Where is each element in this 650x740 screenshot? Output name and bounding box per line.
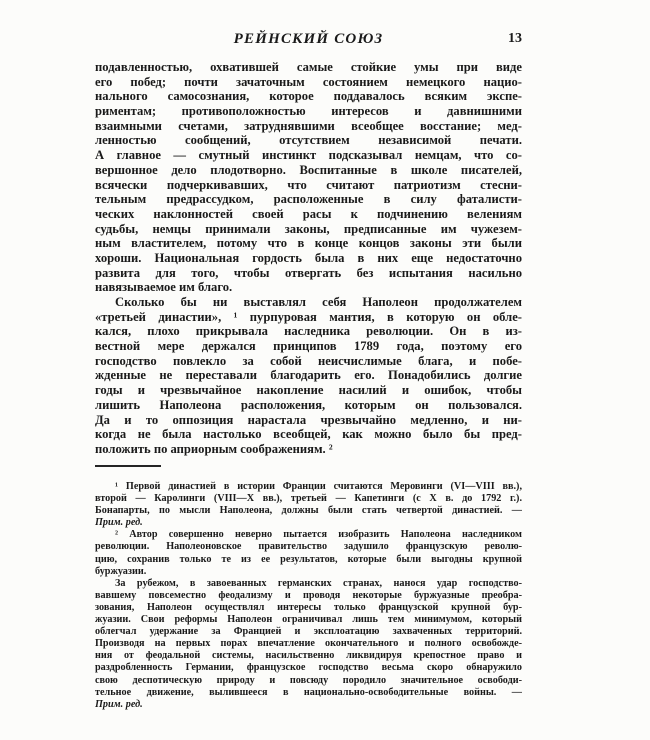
text-line: За рубежом, в завоеванных германских странах, нанося удар господство- <box>115 577 522 589</box>
text-line: буржуазии. <box>95 565 147 577</box>
text-line: вавшему повсеместно феодализму и проводя некоторые буржуазные преобра- <box>95 589 522 601</box>
text-line: всячески подчеркивавших, что считают патриотизм стесни- <box>95 177 522 192</box>
page-header <box>95 31 522 51</box>
text-line: годы и чрезвычайное накопление насилий и ошибок, чтобы <box>95 383 522 398</box>
text-line: вестной мере держался принципов 1789 года, поэтому его <box>95 339 522 354</box>
text-line: нального самосознания, которое поддавалось всяким экспе- <box>95 89 522 104</box>
text-line: Да и то оппозиция нарастала чрезвычайно медленно, и ни- <box>95 412 522 427</box>
text-line: ния от феодальной системы, насильственно ликвидируя крепостное право и <box>95 650 522 662</box>
text-line: судьбы, немцы принимали законы, предписанные им чужезем- <box>95 221 522 236</box>
text-line: хороши. Национальная гордость была в них еще недостаточно <box>95 250 522 265</box>
text-line: свою деспотическую природу и повсюду породило значительное освободи- <box>95 674 522 686</box>
text-line: развита для того, чтобы отвергать без испытания насильно <box>95 265 522 280</box>
text-line: взаимными счетами, затруднявшими всеобщее восстание; мед- <box>95 118 522 133</box>
text-line: ленностью сообщений, отсутствием независимой печати. <box>95 133 522 148</box>
text-line: Бонапарты, по мысли Наполеона, должны были стать четвертой династией. — <box>95 505 522 517</box>
text-line: подавленностью, охватившей самые стойкие умы при виде <box>95 60 522 74</box>
footnotes-block <box>95 481 522 711</box>
main-text-block <box>95 60 522 457</box>
text-line: риментам; противоположностью интересов и давнишними <box>95 104 522 119</box>
text-line: навязываемое им благо. <box>95 280 233 295</box>
text-line: «третьей династии», ¹ пурпуровая мантия, в которую он обле- <box>95 309 522 324</box>
text-line: ² Автор совершенно неверно пытается изобразить Наполеона наследником <box>115 529 522 541</box>
text-line: ¹ Первой династией в истории Франции считаются Меровинги (VI—VIII вв.), <box>115 481 522 492</box>
text-line: жуазии. Свои реформы Наполеон ограничивал лишь тем минимумом, который <box>95 614 522 626</box>
text-line: революции. Наполеоновское правительство задушило французскую револю- <box>95 541 522 553</box>
text-line: цию, сохранив только те из ее результатов, которые были выгодны крупной <box>95 553 522 565</box>
text-line: лишить Наполеона расположения, которым он пользовался. <box>95 397 522 412</box>
running-title: РЕЙНСКИЙ СОЮЗ <box>233 31 384 47</box>
text-line: тельным предрассудком, расположенные в силу фаталисти- <box>95 192 522 207</box>
text-line: жденные не переставали благодарить его. Понадобились долгие <box>95 368 522 383</box>
text-line: Производя на первых порах впечатление окончательного и полного освобожде- <box>95 638 522 650</box>
text-line: тельное движение, вылившееся в национально-освободительные войны. — <box>95 686 522 698</box>
text-line: Сколько бы ни выставлял себя Наполеон продолжателем <box>115 295 522 309</box>
text-line: ным властителем, потому что в конце концов законы эти были <box>95 236 522 251</box>
text-line: облегчал удержание за Францией и эксплоатацию захваченных территорий. <box>95 626 522 638</box>
text-line: вершонное дело плодотворно. Воспитанные в школе писателей, <box>95 162 522 177</box>
text-line: раздробленность Германии, французское господство весьма скоро обнаружило <box>95 662 522 674</box>
text-line: Прим. ред. <box>95 517 143 529</box>
text-line: Прим. ред. <box>95 698 143 710</box>
page-number: 13 <box>508 31 522 46</box>
text-line: А главное — смутный инстинкт подсказывал немцам, что со- <box>95 148 522 163</box>
text-line: кался, плохо прикрывала наследника революции. Он в из- <box>95 324 522 339</box>
text-line: ческих наклонностей своей расы к подчинению велениям <box>95 206 522 221</box>
text-line: второй — Каролинги (VIII—X вв.), третьей — Капетинги (с X в. до 1792 г.). <box>95 493 522 505</box>
text-line: господство повлекло за собой неисчислимые блага, и побе- <box>95 353 522 368</box>
text-line: его побед; почти зачаточным состоянием немецкого нацио- <box>95 74 522 89</box>
text-line: зования, Наполеон осуществлял интересы только французской крупной бур- <box>95 601 522 613</box>
text-line: когда не была настолько всеобщей, как можно было бы пред- <box>95 427 522 442</box>
footnote-separator <box>95 465 161 467</box>
text-line: положить по априорным соображениям. ² <box>95 441 333 456</box>
